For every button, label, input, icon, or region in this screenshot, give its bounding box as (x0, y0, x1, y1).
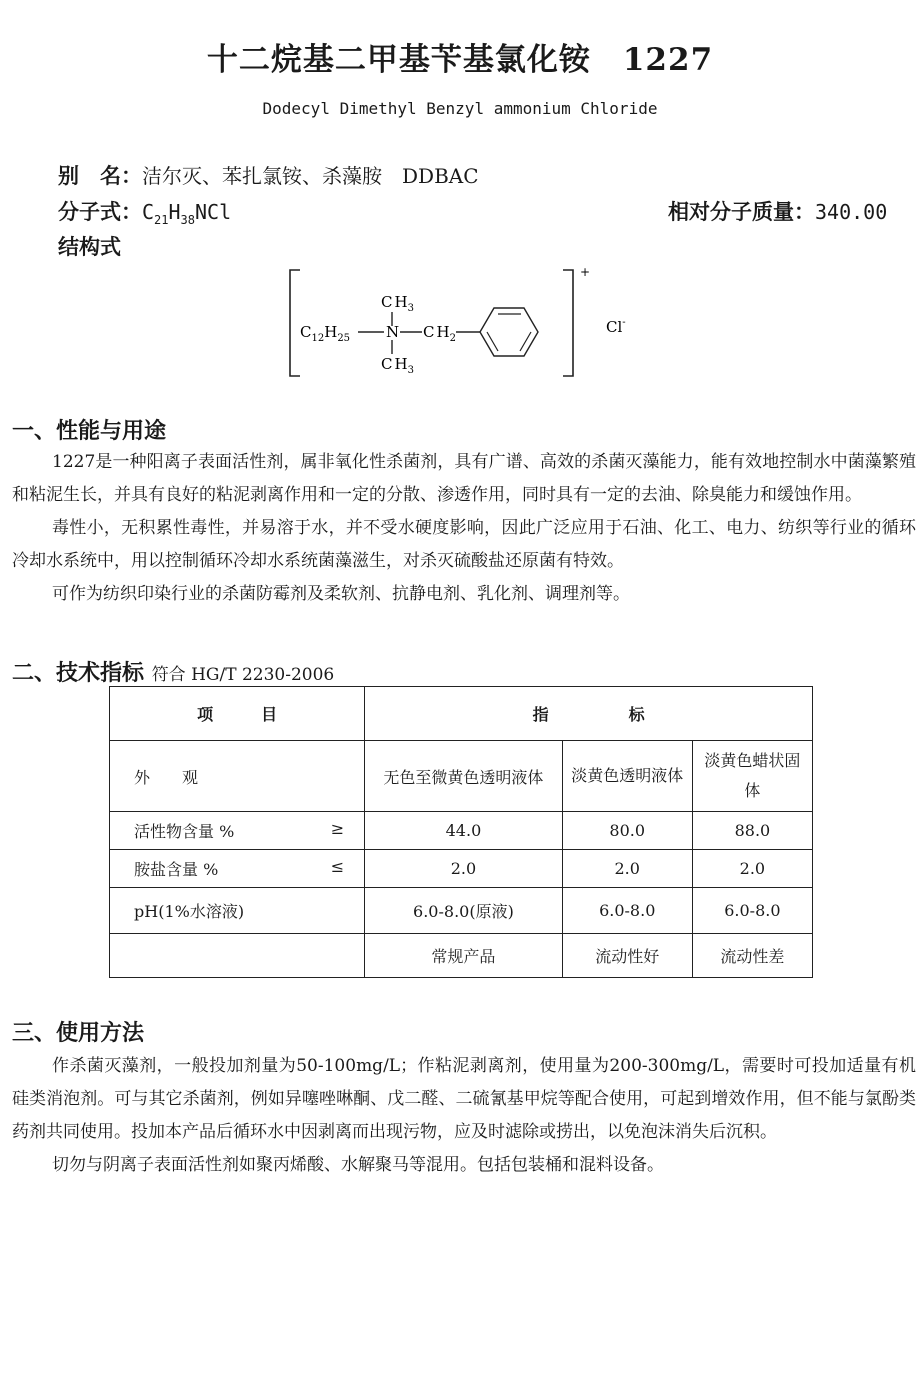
table-cell: 常规产品 (365, 934, 563, 978)
table-cell: 6.0-8.0(原液) (365, 888, 563, 934)
row-label: 胺盐含量 % (134, 860, 219, 879)
mass-label: 相对分子质量： (668, 199, 815, 224)
dodecyl-chain: $C_{12}H_{25}$ (300, 323, 351, 344)
table-row (110, 850, 813, 888)
alias-row (58, 160, 479, 190)
structure-label: 结构式 (58, 234, 121, 259)
charge-plus: + (580, 265, 591, 279)
table-row (110, 812, 813, 850)
right-bracket (563, 270, 573, 376)
table-header-row (110, 687, 813, 741)
section2-heading-row (12, 656, 334, 687)
section1-paragraph-1: 1227是一种阳离子表面活性剂，属非氧化性杀菌剂，具有广谱、高效的杀菌灭藻能力，能有效地控制水中菌藻繁殖和粘泥生长，并具有良好的粘泥剥离作用和一定的分散、渗透作用，同时具有一定的去油、除臭能力和缓蚀作用。 (12, 452, 916, 505)
table-cell: 流动性好 (562, 934, 692, 978)
formula-label: 分子式： (58, 199, 142, 224)
section1-body (12, 446, 916, 611)
table-cell: 6.0-8.0 (692, 888, 812, 934)
row-label: 外 观 (134, 767, 199, 787)
table-cell: 2.0 (365, 850, 563, 888)
methyl-top: C $H_3$ (381, 293, 414, 314)
table-cell: 88.0 (692, 812, 812, 850)
table-cell: 无色至微黄色透明液体 (365, 741, 563, 812)
header-index: 指 标 (365, 687, 813, 741)
table-cell: 淡黄色透明液体 (562, 741, 692, 812)
section3-body (12, 1050, 916, 1182)
standard-reference: 符合 HG/T 2230-2006 (151, 665, 335, 685)
formula-row (58, 196, 231, 227)
table-cell: 2.0 (692, 850, 812, 888)
methylene-group: C $H_2$ (423, 323, 456, 344)
table-cell: 80.0 (562, 812, 692, 850)
table-cell: 流动性差 (692, 934, 812, 978)
benzene-ring (480, 308, 538, 356)
english-name: Dodecyl Dimethyl Benzyl ammonium Chloride (262, 99, 658, 118)
table-cell: 44.0 (365, 812, 563, 850)
section1-paragraph-3: 可作为纺织印染行业的杀菌防霉剂及柔软剂、抗静电剂、乳化剂、调理剂等。 (52, 584, 630, 604)
row-label: 活性物含量 % (134, 822, 235, 841)
chloride-ion: Cl- (606, 317, 626, 336)
spec-table (109, 686, 813, 978)
formula-value: $C_{21}H_{38}NCl$ (142, 200, 232, 227)
mass-row (668, 196, 887, 226)
alias-label: 别 名： (58, 163, 142, 188)
table-row (110, 934, 813, 978)
left-bracket (290, 270, 300, 376)
structural-formula (280, 262, 660, 384)
section2-heading: 二、技术指标 (12, 660, 145, 686)
row-symbol: ≥ (330, 819, 345, 838)
row-symbol: ≤ (330, 857, 345, 876)
methyl-bottom: C $H_3$ (381, 355, 414, 376)
table-row (110, 888, 813, 934)
table-cell: 淡黄色蜡状固体 (692, 741, 812, 812)
section1-heading: 一、性能与用途 (12, 418, 167, 444)
page-title: 十二烷基二甲基苄基氯化铵 1227 (206, 42, 714, 78)
section3-paragraph-1: 作杀菌灭藻剂，一般投加剂量为50-100mg/L；作粘泥剥离剂，使用量为200-300mg/L，需要时可投加适量有机硅类消泡剂。可与其它杀菌剂，例如异噻唑啉酮、戊二醛、二硫氰基甲烷等配合使用，可起到增效作用，但不能与氯酚类药剂共同使用。投加本产品后循环水中因剥离而出现污物，应及时滤除或捞出，以免泡沫消失后沉积。 (12, 1056, 916, 1142)
alias-value: 洁尔灭、苯扎氯铵、杀藻胺 DDBAC (142, 164, 479, 188)
row-label: pH(1%水溶液) (134, 902, 245, 921)
mass-value: 340.00 (815, 200, 888, 224)
table-cell: 2.0 (562, 850, 692, 888)
section3-paragraph-2: 切勿与阴离子表面活性剂如聚丙烯酸、水解聚马等混用。包括包装桶和混料设备。 (52, 1155, 664, 1175)
nitrogen-atom: N (386, 323, 400, 341)
table-cell: 6.0-8.0 (562, 888, 692, 934)
header-item: 项 目 (110, 687, 365, 741)
table-row (110, 741, 813, 812)
section3-heading: 三、使用方法 (12, 1020, 145, 1046)
section1-paragraph-2: 毒性小，无积累性毒性，并易溶于水，并不受水硬度影响，因此广泛应用于石油、化工、电力、纺织等行业的循环冷却水系统中，用以控制循环冷却水系统菌藻滋生，对杀灭硫酸盐还原菌有特效。 (12, 518, 916, 571)
